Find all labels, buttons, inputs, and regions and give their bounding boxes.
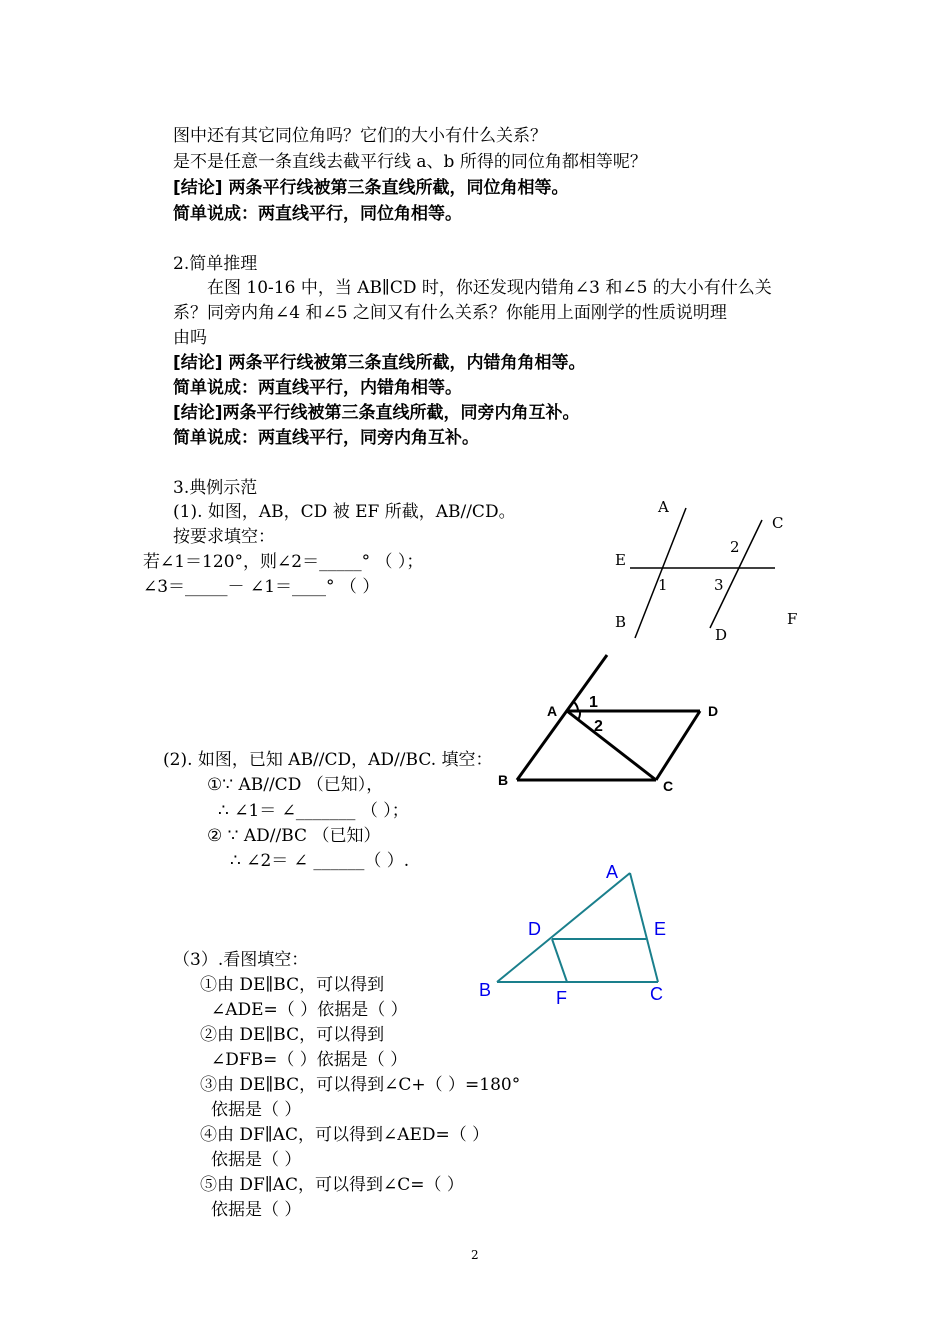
- example-3-line-1: （3）.看图填空：: [173, 950, 309, 970]
- example-2-line-1: (2). 如图，已知 AB//CD，AD//BC. 填空：: [163, 750, 493, 770]
- conclusion-2: [结论] 两条平行线被第三条直线所截，内错角角相等。: [173, 353, 586, 373]
- s2-paragraph-line-3: 由吗: [173, 328, 207, 348]
- label-B: B: [615, 613, 627, 631]
- label-C: C: [650, 984, 663, 1004]
- example-3-line-10: ⑤由 DF∥AC，可以得到∠C=（ ）: [200, 1175, 464, 1195]
- example-2-line-5: ∴ ∠2＝ ∠ ______（ ）.: [230, 851, 410, 871]
- example-3-line-6: ③由 DE∥BC，可以得到∠C+（ ）=180°: [200, 1075, 521, 1095]
- conclusion-2-short: 简单说成：两直线平行，内错角相等。: [173, 378, 462, 398]
- question-line-1: 图中还有其它同位角吗？它们的大小有什么关系？: [173, 126, 547, 146]
- label-angle-1: 1: [589, 694, 598, 711]
- example-3-line-4: ②由 DE∥BC，可以得到: [200, 1025, 385, 1045]
- example-3-line-2: ①由 DE∥BC，可以得到: [200, 975, 385, 995]
- example-3-line-3: ∠ADE=（ ）依据是（ ）: [211, 1000, 408, 1020]
- conclusion-3: [结论]两条平行线被第三条直线所截，同旁内角互补。: [173, 403, 580, 423]
- conclusion-1: [结论] 两条平行线被第三条直线所截，同位角相等。: [173, 178, 569, 198]
- example-3-line-5: ∠DFB=（ ）依据是（ ）: [211, 1050, 408, 1070]
- label-F: F: [787, 610, 798, 628]
- conclusion-1-short: 简单说成：两直线平行，同位角相等。: [173, 204, 462, 224]
- figure-parallelogram: [490, 650, 740, 800]
- label-D: D: [708, 703, 719, 719]
- label-C: C: [663, 778, 674, 794]
- label-angle-2: 2: [594, 718, 603, 735]
- label-angle-1: 1: [658, 576, 668, 594]
- label-D: D: [528, 919, 541, 939]
- s2-paragraph-line-1: 在图 10-16 中，当 AB∥CD 时，你还发现内错角∠3 和∠5 的大小有什么关: [207, 278, 772, 298]
- example-1-line-2: 按要求填空：: [173, 527, 275, 547]
- example-1-line-3: 若∠1＝120°，则∠2＝_____° （ ）；: [143, 552, 424, 572]
- figure-triangle: [470, 855, 700, 1015]
- label-A: A: [658, 498, 669, 516]
- label-E: E: [654, 919, 667, 939]
- label-angle-2: 2: [730, 538, 740, 556]
- label-B: B: [479, 980, 492, 1000]
- example-2-line-2: ①∵ AB//CD （已知），: [207, 775, 384, 795]
- label-A: A: [606, 862, 619, 882]
- label-E: E: [615, 551, 626, 569]
- example-1-line-1: (1). 如图，AB，CD 被 EF 所截，AB//CD。: [173, 502, 516, 522]
- conclusion-3-short: 简单说成：两直线平行，同旁内角互补。: [173, 428, 479, 448]
- example-2-line-4: ② ∵ AD//BC （已知）: [207, 826, 381, 846]
- label-A: A: [547, 703, 558, 719]
- figure-parallel-lines-transversal: [600, 490, 820, 650]
- example-3-line-8: ④由 DF∥AC，可以得到∠AED=（ ）: [200, 1125, 490, 1145]
- label-C: C: [772, 514, 784, 532]
- section-2-title: 2.简单推理: [173, 254, 258, 274]
- label-F: F: [556, 988, 567, 1008]
- section-3-title: 3.典例示范: [173, 478, 258, 498]
- label-D: D: [715, 626, 728, 644]
- label-angle-3: 3: [714, 576, 724, 594]
- example-3-line-7: 依据是（ ）: [211, 1100, 302, 1120]
- label-B: B: [498, 772, 509, 788]
- example-3-line-9: 依据是（ ）: [211, 1150, 302, 1170]
- question-line-2: 是不是任意一条直线去截平行线 a、b 所得的同位角都相等呢？: [173, 152, 647, 172]
- example-1-line-4: ∠3＝_____－ ∠1＝____° （ ）: [143, 577, 380, 597]
- example-3-line-11: 依据是（ ）: [211, 1200, 302, 1220]
- page-number: 2: [471, 1248, 479, 1262]
- s2-paragraph-line-2: 系？同旁内角∠4 和∠5 之间又有什么关系？你能用上面刚学的性质说明理: [173, 303, 727, 323]
- example-2-line-3: ∴ ∠1＝ ∠_______ （ ）；: [218, 801, 409, 821]
